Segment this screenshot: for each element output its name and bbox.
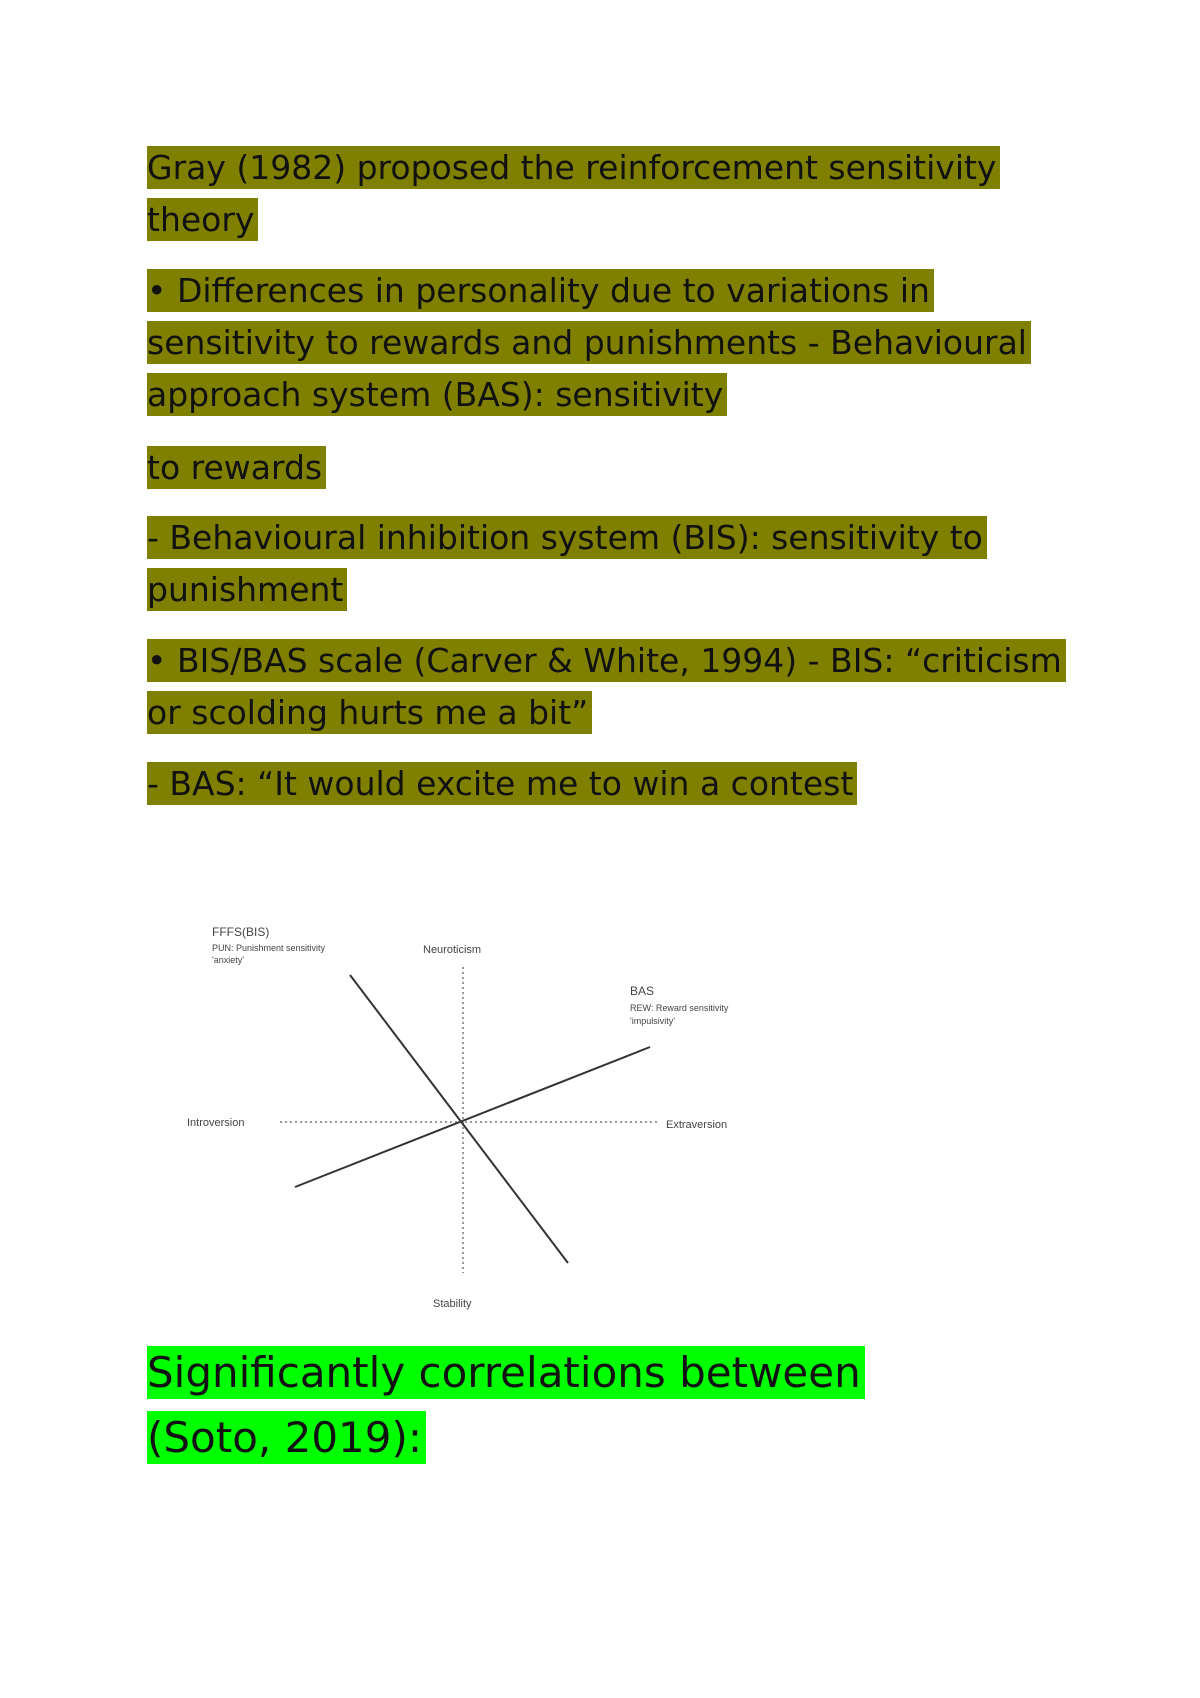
bas-title: BAS: [630, 984, 655, 998]
axis-label-neuroticism: Neuroticism: [423, 944, 482, 956]
axis-label-extraversion: Extraversion: [666, 1119, 728, 1131]
highlighted-text: - BAS: “It would excite me to win a contest: [147, 762, 857, 805]
paragraph-bis: [147, 512, 1027, 616]
paragraph-bis-bas-scale: [147, 635, 1067, 739]
highlighted-text: - Behavioural inhibition system (BIS): sensitivity to punishment: [147, 516, 987, 611]
paragraph-to-rewards: [147, 442, 1027, 494]
anxiety-label: 'anxiety': [212, 955, 244, 965]
section-heading: [147, 1340, 977, 1470]
green-highlighted-heading: Significantly correlations between (Soto, 2019):: [147, 1346, 865, 1464]
paragraph-bas-contest: [147, 758, 1067, 810]
rew-label: REW: Reward sensitivity: [630, 1003, 729, 1013]
highlighted-text: Gray (1982) proposed the reinforcement sensitivity theory: [147, 146, 1000, 241]
pun-label: PUN: Punishment sensitivity: [212, 943, 326, 953]
fffs-title: FFFS(BIS): [212, 925, 270, 939]
bas-line: [295, 1047, 650, 1187]
impulsivity-label: 'impulsivity': [630, 1016, 675, 1026]
paragraph-differences: [147, 265, 1047, 421]
axis-label-introversion: Introversion: [187, 1117, 245, 1129]
highlighted-text: • Differences in personality due to variations in sensitivity to rewards and punishments - Behavioural approach system (BAS): sensitivity: [147, 269, 1031, 416]
diagram-svg: [180, 915, 800, 1315]
personality-axes-diagram: [180, 915, 800, 1315]
paragraph-gray-theory: [147, 142, 1007, 246]
bis-line: [350, 975, 568, 1263]
axis-label-stability: Stability: [433, 1298, 472, 1310]
highlighted-text: • BIS/BAS scale (Carver & White, 1994) - BIS: “criticism or scolding hurts me a bit”: [147, 639, 1066, 734]
highlighted-text: to rewards: [147, 446, 326, 489]
